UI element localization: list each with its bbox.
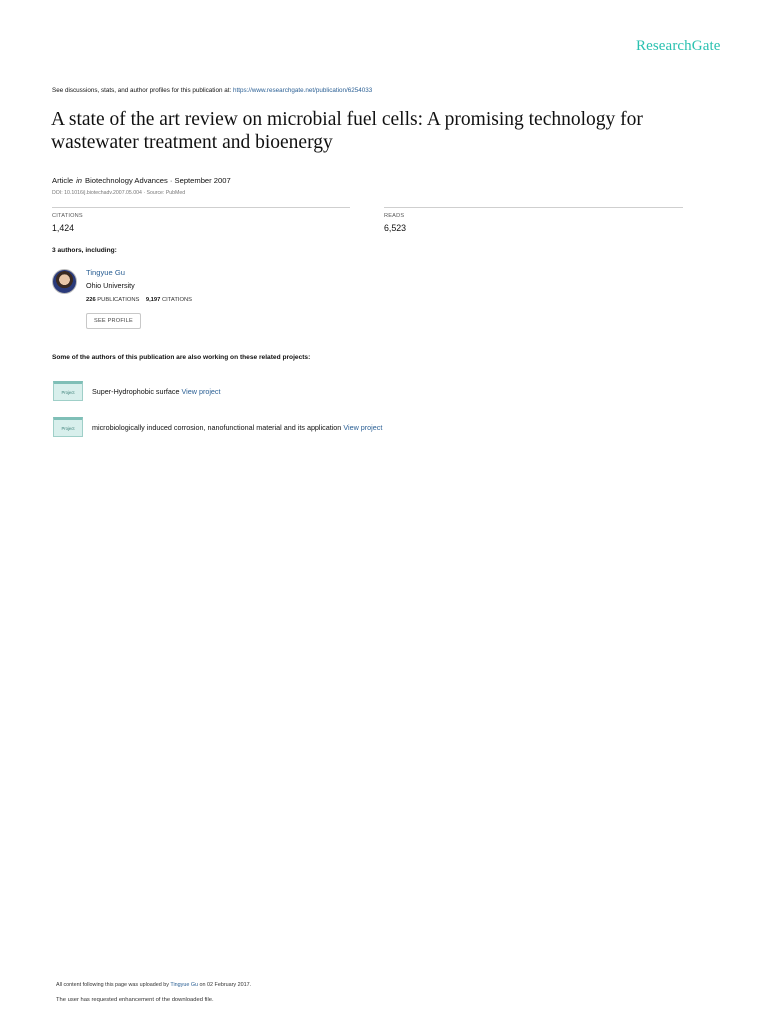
article-type: Article	[52, 176, 74, 185]
project-icon-label: Project	[61, 389, 75, 395]
upload-notice-suffix: on 02 February 2017.	[198, 982, 252, 988]
in-label: in	[76, 176, 83, 185]
reads-value: 6,523	[384, 223, 407, 233]
see-discussions-line	[52, 87, 372, 94]
reads-label: READS	[384, 213, 405, 219]
upload-notice-prefix: All content following this page was uploaded by	[56, 982, 171, 988]
author-name-link[interactable]: Tingyue Gu	[86, 268, 125, 277]
view-project-link[interactable]: View project	[181, 387, 221, 396]
author-publications-label: PUBLICATIONS	[97, 297, 140, 303]
publication-title: A state of the art review on microbial fuel cells: A promising technology for wastewater treatment and bioenergy	[51, 109, 643, 153]
project-row	[92, 387, 221, 396]
citations-label: CITATIONS	[52, 213, 83, 219]
project-title: microbiologically induced corrosion, nanofunctional material and its application	[92, 423, 344, 432]
upload-notice	[56, 982, 251, 988]
project-title: Super-Hydrophobic surface	[92, 387, 182, 396]
uploader-link[interactable]: Tingyue Gu	[170, 982, 199, 988]
publication-url-link[interactable]: https://www.researchgate.net/publication/6254033	[232, 87, 373, 94]
article-meta	[52, 176, 231, 185]
citations-value: 1,424	[52, 223, 75, 233]
author-stats	[86, 297, 192, 303]
see-profile-button[interactable]: SEE PROFILE	[86, 313, 141, 329]
project-row	[92, 423, 382, 432]
project-icon-label: Project	[61, 425, 75, 431]
authors-including-heading: 3 authors, including:	[52, 247, 117, 254]
author-institution: Ohio University	[86, 281, 135, 290]
related-projects-heading: Some of the authors of this publication are also working on these related projects:	[52, 354, 311, 361]
researchgate-logo[interactable]: ResearchGate	[636, 38, 721, 54]
enhancement-notice: The user has requested enhancement of the downloaded file.	[56, 997, 214, 1003]
author-avatar[interactable]	[52, 269, 77, 294]
project-folder-icon[interactable]	[53, 417, 83, 437]
publication-date: · September 2007	[167, 176, 231, 185]
author-publications-count: 226	[86, 297, 96, 303]
view-project-link[interactable]: View project	[343, 423, 383, 432]
journal-name: Biotechnology Advances	[85, 176, 168, 185]
divider-right	[384, 207, 683, 208]
project-folder-icon[interactable]	[53, 381, 83, 401]
author-citations-label: CITATIONS	[161, 297, 193, 303]
divider-left	[52, 207, 350, 208]
author-citations-count: 9,197	[145, 297, 161, 303]
doi-line: DOI: 10.1016/j.biotechadv.2007.05.004 · Source: PubMed	[52, 190, 186, 196]
see-discussions-text: See discussions, stats, and author profiles for this publication at:	[52, 87, 233, 94]
